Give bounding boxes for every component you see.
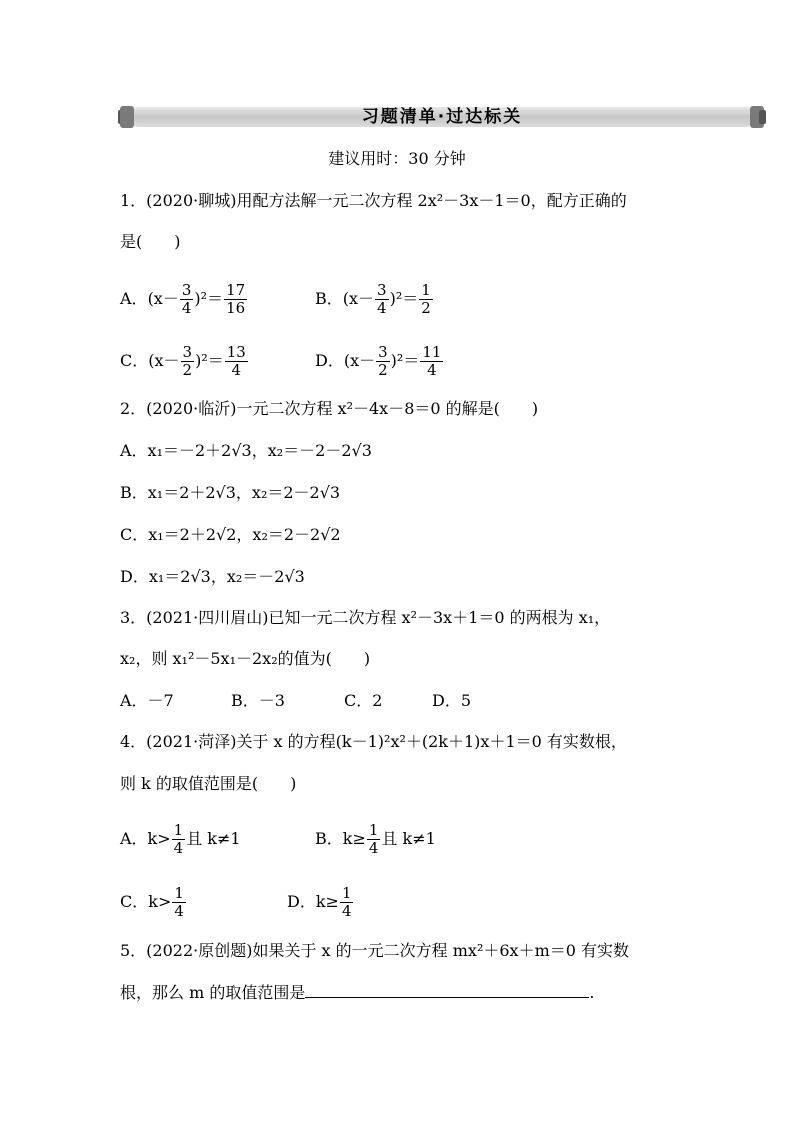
q1-stem-line2: 是( ) <box>120 232 181 251</box>
q3-stem-line2: x₂，则 x₁²－5x₁－2x₂的值为( ) <box>120 649 371 668</box>
q3-option-c: C．2 <box>344 691 383 710</box>
q3-option-d: D．5 <box>432 691 472 710</box>
q1-option-c: C．(x－ $\frac{3}{2}$ )²＝ $\frac{13}{4}$ <box>120 343 246 379</box>
q1-option-a: A．(x－ $\frac{3}{4}$ )²＝ $\frac{17}{16}$ <box>120 281 246 317</box>
q4-option-c: C．k> $\frac{1}{4}$ <box>120 884 184 920</box>
q1-stem-line1: 1．(2020·聊城)用配方法解一元二次方程 2x²－3x－1＝0，配方正确的 <box>120 191 627 210</box>
q2-option-a: A．x₁＝－2＋2√3，x₂＝－2－2√3 <box>120 441 372 460</box>
q2-option-c: C．x₁＝2＋2√2，x₂＝2－2√2 <box>120 525 341 544</box>
q4-stem-line1: 4．(2021·菏泽)关于 x 的方程(k－1)²x²＋(2k＋1)x＋1＝0 有实数根， <box>120 732 627 751</box>
q4-option-d: D．k≥ $\frac{1}{4}$ <box>287 884 352 920</box>
q3-option-b: B．－3 <box>231 691 285 710</box>
q2-option-d: D．x₁＝2√3，x₂＝－2√3 <box>120 567 305 586</box>
section-title: 习题清单·过达标关 <box>361 107 523 127</box>
q1-option-b: B．(x－ $\frac{3}{4}$ )²＝ $\frac{1}{2}$ <box>315 281 431 317</box>
q4-option-b: B．k≥ $\frac{1}{4}$ 且 k≠1 <box>315 821 436 857</box>
q3-stem-line1: 3．(2021·四川眉山)已知一元二次方程 x²－3x＋1＝0 的两根为 x₁， <box>120 608 611 627</box>
q2-stem: 2．(2020·临沂)一元二次方程 x²－4x－8＝0 的解是( ) <box>120 399 539 418</box>
q5-stem-line2: 根，那么 m 的取值范围是 . <box>120 983 595 1002</box>
q4-option-a: A．k> $\frac{1}{4}$ 且 k≠1 <box>120 821 241 857</box>
q5-answer-blank[interactable] <box>305 983 589 998</box>
section-banner <box>118 106 766 128</box>
q3-option-a: A．－7 <box>120 691 174 710</box>
q1-option-d: D．(x－ $\frac{3}{2}$ )²＝ $\frac{11}{4}$ <box>315 343 442 379</box>
q2-option-b: B．x₁＝2＋2√3，x₂＝2－2√3 <box>120 483 341 502</box>
q4-stem-line2: 则 k 的取值范围是( ) <box>120 774 297 793</box>
q5-stem-line1: 5．(2022·原创题)如果关于 x 的一元二次方程 mx²＋6x＋m＝0 有实数 <box>120 941 630 960</box>
suggested-time: 建议用时：30 分钟 <box>328 149 466 168</box>
